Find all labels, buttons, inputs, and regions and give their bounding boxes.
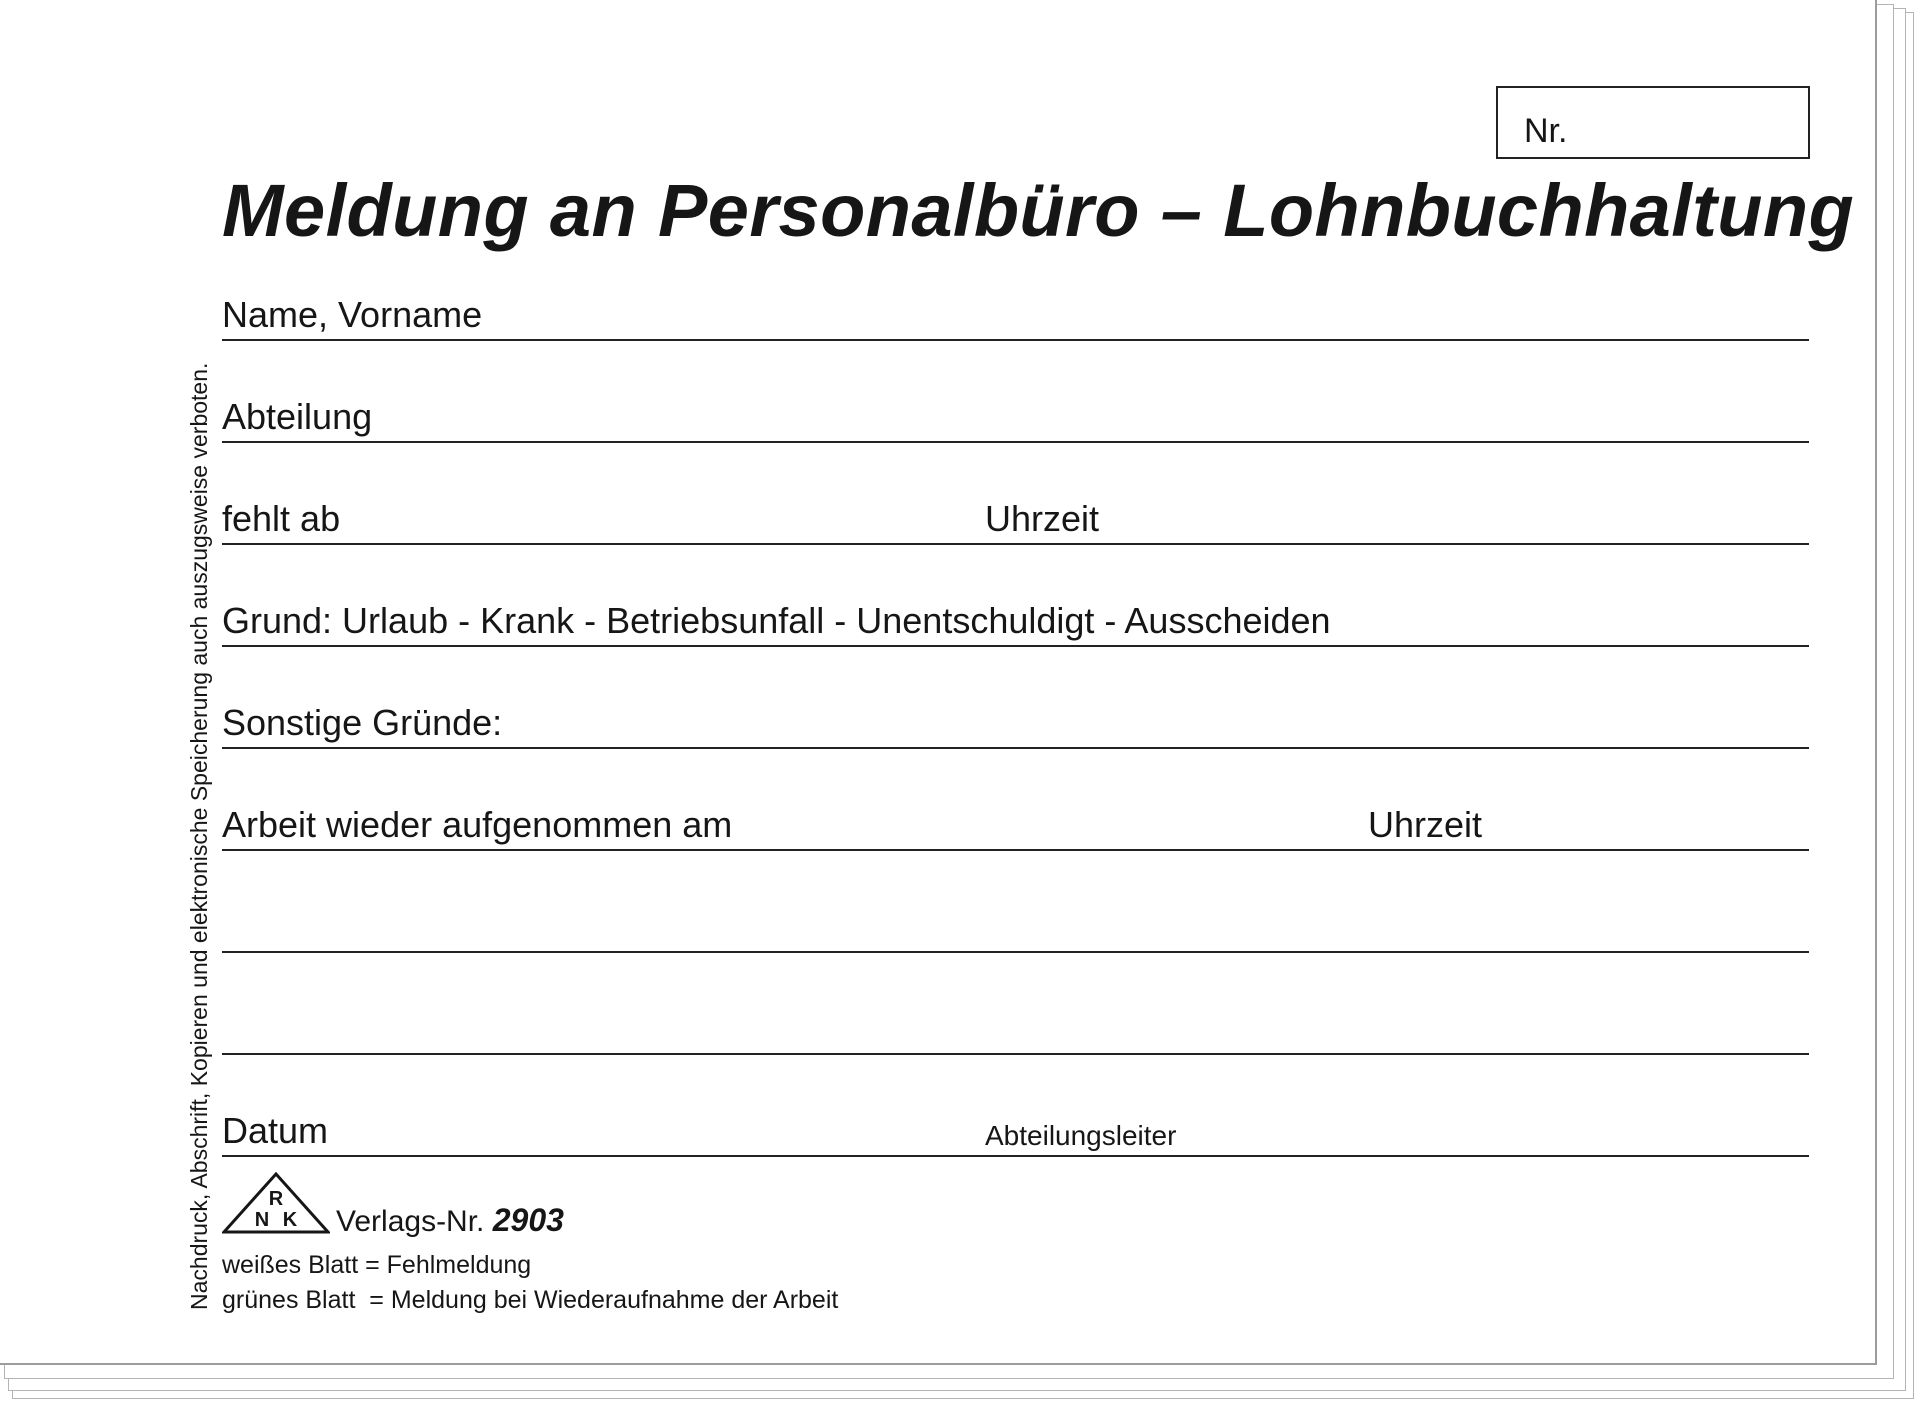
form-title: Meldung an Personalbüro – Lohnbuchhaltung <box>222 169 1855 252</box>
number-label: Nr. <box>1524 112 1568 150</box>
department-label: Abteilung <box>222 396 373 437</box>
absent-from-label: fehlt ab <box>222 498 341 539</box>
name-field[interactable] <box>222 290 1809 341</box>
name-label: Name, Vorname <box>222 294 483 335</box>
work-resumed-field[interactable] <box>222 800 1809 851</box>
logo-letter-n: N <box>254 1209 270 1231</box>
logo-letter-r: R <box>268 1188 284 1210</box>
date-label: Datum <box>222 1110 329 1151</box>
department-field[interactable] <box>222 392 1809 443</box>
blank-line[interactable] <box>222 902 1809 953</box>
reason-field[interactable] <box>222 596 1809 647</box>
reason-label: Grund: Urlaub - Krank - Betriebsunfall - Unentschuldigt - Ausscheiden <box>222 600 1331 641</box>
other-reasons-field[interactable] <box>222 698 1809 749</box>
other-reasons-label: Sonstige Gründe: <box>222 702 503 743</box>
blank-line[interactable] <box>222 1004 1809 1055</box>
rnk-logo <box>222 1172 330 1234</box>
work-resumed-label: Arbeit wieder aufgenommen am <box>222 804 733 845</box>
resumed-time-label: Uhrzeit <box>1368 804 1483 845</box>
note-white-sheet: weißes Blatt = Fehlmeldung <box>222 1251 532 1279</box>
absent-from-field[interactable] <box>222 494 1809 545</box>
publisher-number <box>336 1204 564 1237</box>
publisher-number-label: Verlags-Nr. <box>336 1205 485 1238</box>
department-head-label: Abteilungsleiter <box>985 1120 1177 1151</box>
number-field[interactable] <box>1496 86 1810 159</box>
copyright-notice: Nachdruck, Abschrift, Kopieren und elektronische Speicherung auch auszugsweise verboten. <box>186 362 212 1310</box>
date-signature-field[interactable] <box>222 1106 1809 1157</box>
absent-time-label: Uhrzeit <box>985 498 1100 539</box>
publisher-number-value: 2903 <box>492 1202 564 1238</box>
logo-letter-k: K <box>282 1209 298 1231</box>
note-green-sheet: grünes Blatt = Meldung bei Wiederaufnahme der Arbeit <box>222 1286 839 1314</box>
